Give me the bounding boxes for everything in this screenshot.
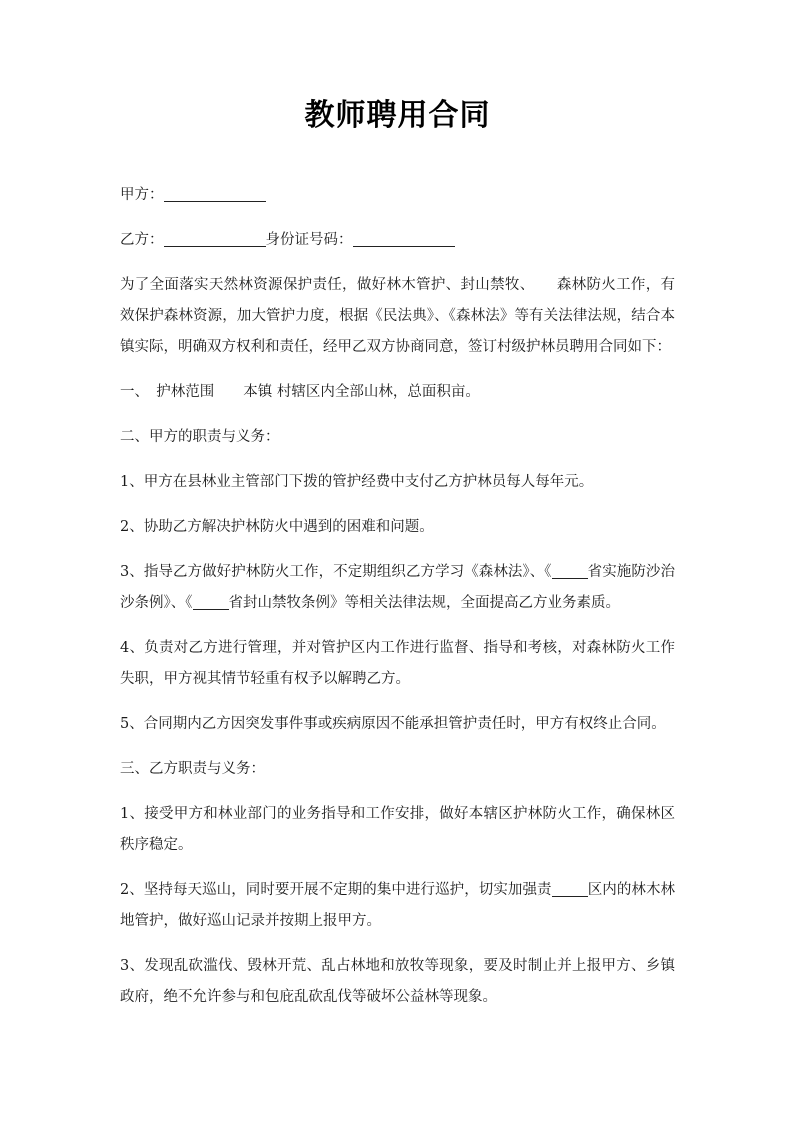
party-b-line <box>120 225 675 256</box>
section-2-heading: 二、甲方的职责与义务： <box>120 429 280 445</box>
intro-paragraph: 为了全面落实天然林资源保护责任，做好林木管护、封山禁牧、 森林防火工作，有效保护森林资源，加大管护力度，根据《民法典》、《森林法》等有关法律法规，结合本镇实际，明确双方权利和责任，经甲乙双方协商同意，签订村级护林员聘用合同如下： <box>120 277 675 355</box>
duty-3-text-2: 省实施防沙治沙条例》、《 <box>120 564 675 611</box>
province-blank-2 <box>193 593 229 610</box>
duty-b2-text-1: 2、坚持每天巡山，同时要开展不定期的集中进行巡护，切实加强责 <box>120 882 552 898</box>
party-b-duty-3: 3、发现乱砍滥伐、毁林开荒、乱占林地和放牧等现象，要及时制止并上报甲方、乡镇政府，绝不允许参与和包庇乱砍乱伐等破坏公益林等现象。 <box>120 958 675 1005</box>
responsibility-area-blank <box>552 880 588 897</box>
party-a-duty-5: 5、合同期内乙方因突发事件事或疾病原因不能承担管护责任时，甲方有权终止合同。 <box>120 716 666 732</box>
document-title: 教师聘用合同 <box>304 98 491 133</box>
party-a-blank <box>164 185 266 202</box>
duty-3-text-3: 省封山禁牧条例》等相关法律法规，全面提高乙方业务素质。 <box>228 595 620 611</box>
duty-3-text-1: 3、指导乙方做好护林防火工作，不定期组织乙方学习《森林法》、《 <box>120 564 552 580</box>
party-a-duty-4: 4、负责对乙方进行管理，并对管护区内工作进行监督、指导和考核，对森林防火工作失职，甲方视其情节轻重有权予以解聘乙方。 <box>120 640 675 687</box>
section-1-forest-scope: 一、 护林范围 本镇 村辖区内全部山林，总面积亩。 <box>120 384 480 400</box>
party-b-duty-2 <box>120 875 675 937</box>
id-number-blank <box>353 230 455 247</box>
party-b-label: 乙方： <box>120 232 164 248</box>
party-b-duty-1: 1、接受甲方和林业部门的业务指导和工作安排，做好本辖区护林防火工作，确保林区秩序稳定。 <box>120 806 675 853</box>
id-number-label: 身份证号码： <box>265 232 353 248</box>
section-3-heading: 三、乙方职责与义务： <box>120 761 265 777</box>
party-a-duty-3 <box>120 557 675 619</box>
party-a-duty-1: 1、甲方在县林业主管部门下拨的管护经费中支付乙方护林员每人每年元。 <box>120 474 594 490</box>
province-blank-1 <box>552 562 588 579</box>
party-a-label: 甲方： <box>120 187 164 203</box>
party-a-duty-2: 2、协助乙方解决护林防火中遇到的困难和问题。 <box>120 519 434 535</box>
party-b-blank <box>164 230 266 247</box>
party-a-line <box>120 180 675 211</box>
duty-b2-text-2: 区内的林木林地管护，做好巡山记录并按期上报甲方。 <box>120 882 676 929</box>
